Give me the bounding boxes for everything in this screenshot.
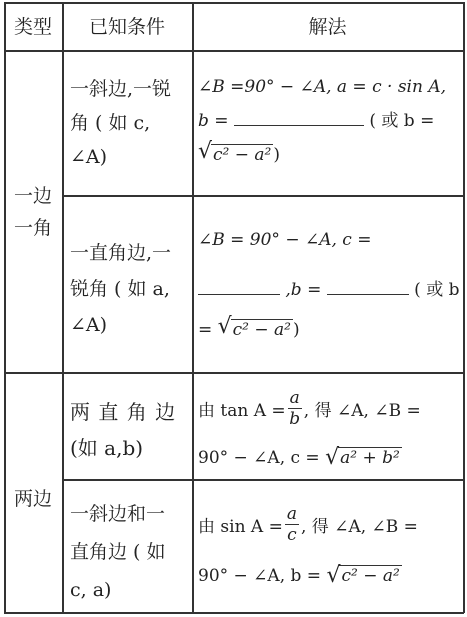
table-border-left — [4, 2, 6, 613]
row2-sol-line3 — [198, 315, 460, 345]
row3-condition — [70, 394, 188, 466]
row2-b-blank — [327, 294, 409, 295]
row1-solution — [198, 70, 460, 172]
row4-cond-line2: 直角边 ( 如 — [70, 541, 166, 563]
row1-cond-line1: 一斜边,一锐 — [70, 78, 172, 100]
row4-line2-text: 90° − ∠A, b = — [198, 566, 322, 586]
type-one-side-one-angle — [4, 180, 62, 244]
row1-sqrt-body: c² − a² — [213, 145, 272, 165]
row1-sol-line3 — [198, 138, 460, 172]
row2-close: ) — [293, 320, 300, 340]
row1-cond-line2: 角 ( 如 c, — [70, 112, 151, 134]
row1-cond-line3: ∠A) — [70, 146, 108, 168]
row4-sol-line2 — [198, 563, 460, 588]
row3-line2-text: 90° − ∠A, c = — [198, 448, 320, 468]
row3-pre: 由 tan A = — [198, 400, 286, 421]
row4-sol-line1 — [198, 498, 460, 550]
row3-sqrt-body: a² + b² — [340, 448, 400, 468]
header-condition: 已知条件 — [88, 16, 165, 38]
row1-divider — [62, 195, 464, 197]
row3-sol-line1 — [198, 382, 460, 434]
row4-pre: 由 sin A = — [198, 516, 283, 537]
row1-close: ) — [273, 145, 280, 165]
row4-solution — [198, 498, 460, 586]
row4-post: , 得 ∠A, ∠B = — [300, 516, 418, 537]
row4-sqrt-body: c² − a² — [341, 566, 400, 586]
table-border-bottom — [4, 612, 464, 614]
row1-answer-blank — [234, 125, 364, 126]
row3-sqrt: √ a² + b² — [325, 445, 400, 470]
row1-sol-line2 — [198, 104, 460, 138]
row1-condition — [70, 72, 188, 174]
row2-cond-line3: ∠A) — [70, 314, 108, 336]
row3-frac-num: a — [289, 387, 300, 408]
type-line-1: 一边 — [13, 185, 52, 207]
row4-frac-num: a — [286, 503, 297, 524]
row3-frac-den: b — [289, 408, 301, 429]
row2-sol-line2 — [198, 265, 460, 315]
row3-fraction — [288, 388, 302, 429]
row3-divider — [62, 479, 464, 481]
header-solution: 解法 — [308, 16, 347, 38]
header-type: 类型 — [13, 16, 52, 38]
row1-or: ( 或 b = — [369, 111, 435, 131]
row3-solution — [198, 382, 460, 468]
row1-sqrt: √ c² − a² — [198, 139, 272, 165]
row2-cond-line2: 锐角 ( 如 a, — [70, 278, 170, 300]
col-divider-1 — [62, 2, 64, 613]
type-line-2: 一角 — [13, 217, 52, 239]
row2-c-blank — [198, 294, 280, 295]
row2-cond-line1: 一直角边,一 — [70, 242, 172, 264]
col-divider-2 — [192, 2, 194, 613]
row4-sqrt: √ c² − a² — [326, 563, 400, 588]
row3-cond-line2: (如 a,b) — [70, 436, 144, 460]
row3-post: , 得 ∠A, ∠B = — [303, 400, 421, 421]
row3-sol-line2 — [198, 445, 460, 470]
row2-condition — [70, 235, 188, 343]
row2-sol-line1: ∠B = 90° − ∠A, c = — [198, 230, 372, 250]
row2-b-label: ,b = — [285, 280, 322, 300]
row1-b-label: b = — [198, 111, 229, 131]
row4-cond-line1: 一斜边和一 — [70, 503, 166, 525]
type-two-sides: 两边 — [13, 488, 52, 510]
row2-solution — [198, 215, 460, 345]
row3-cond-line1: 两 直 角 边 — [70, 400, 177, 424]
row2-sqrt-body: c² − a² — [232, 320, 291, 340]
row4-condition — [70, 495, 188, 609]
group-divider — [4, 372, 464, 374]
row4-cond-line3: c, a) — [70, 579, 112, 601]
row1-sol-line1: ∠B =90° − ∠A, a = c · sin A, — [198, 77, 447, 97]
row2-or: ( 或 b — [414, 280, 460, 300]
row4-frac-den: c — [287, 524, 297, 545]
table-border-right — [463, 2, 465, 613]
row2-sqrt: √ c² − a² — [217, 314, 291, 340]
row2-eq: = — [198, 320, 213, 340]
row4-fraction — [285, 504, 299, 545]
